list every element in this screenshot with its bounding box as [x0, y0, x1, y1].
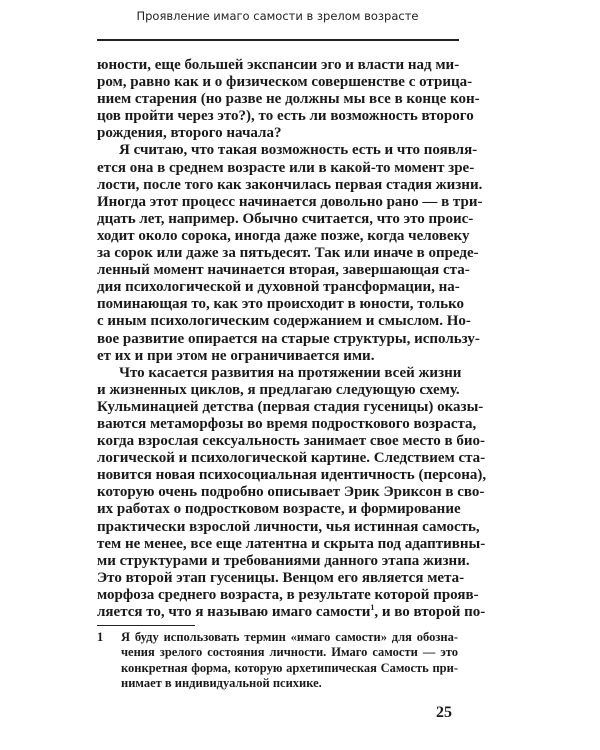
- text-line: новится новая психосоциальная идентичность (персона),: [97, 467, 487, 484]
- text-line: логической и психологической картине. Следствием ста-: [97, 450, 486, 467]
- text-line: рождения, второго начала?: [97, 125, 282, 142]
- text-line: Это второй этап гусеницы. Венцом его является мета-: [97, 569, 465, 586]
- footnote: [97, 630, 458, 691]
- footnote-rule: [97, 625, 195, 626]
- text-line: [97, 603, 486, 621]
- text-fragment: , и во второй по-: [374, 604, 486, 620]
- text-line: ми структурами и требованиями данного этапа жизни.: [97, 552, 470, 569]
- body-text: [97, 57, 487, 621]
- text-line: юности, еще большей экспансии эго и власти над ми-: [97, 57, 460, 73]
- footnote-line: чения зрелого состояния личности. Имаго самости — это: [121, 645, 458, 660]
- footnote-line: нимает в индивидуальной психике.: [121, 675, 322, 690]
- text-line: практически взрослой личности, чья истинная самость,: [97, 518, 480, 535]
- footnote-line: конкретная форма, которую архетипическая Самость при-: [121, 660, 458, 675]
- text-line: Иногда этот процесс начинается довольно рано — в три-: [97, 193, 483, 210]
- text-line: за сорок или даже за пятьдесят. Так или иначе в опреде-: [97, 245, 479, 262]
- text-line: с иным психологическим содержанием и смыслом. Но-: [97, 313, 471, 330]
- footnote-number: 1: [97, 630, 104, 644]
- footnote-line: Я буду использовать термин «имаго самости» для обозна-: [121, 630, 458, 644]
- text-line: цов пройти через это?), то есть ли возможность второго: [97, 108, 474, 125]
- page-number: 25: [436, 704, 452, 721]
- text-line: тем не менее, все еще латентна и скрыта под адаптивны-: [97, 535, 486, 552]
- text-line: Я считаю, что такая возможность есть и что появля-: [119, 142, 478, 159]
- text-line: ленный момент начинается вторая, завершающая ста-: [97, 262, 470, 279]
- text-line: которую очень подробно описывает Эрик Эриксон в сво-: [97, 484, 485, 501]
- text-line: нием старения (но разве не должны мы все в конце кон-: [97, 91, 480, 108]
- text-line: дцать лет, например. Обычно считается, что это проис-: [97, 210, 474, 227]
- text-line: Что касается развития на протяжении всей жизни: [119, 364, 462, 381]
- text-line: ходит около сорока, иногда даже позже, когда человеку: [97, 227, 470, 244]
- text-line: когда взрослая сексуальность занимает свое место в био-: [97, 433, 486, 450]
- text-line: морфоза среднего возраста, в результате которой прояв-: [97, 586, 479, 603]
- text-line: и жизненных циклов, я предлагаю следующую схему.: [97, 381, 460, 398]
- running-header: Проявление имаго самости в зрелом возрасте: [136, 9, 419, 23]
- text-line: ваются метаморфозы во время подросткового возраста,: [97, 415, 477, 432]
- text-line: вое развитие опирается на старые структуры, использу-: [97, 330, 480, 347]
- footnote-text: [121, 630, 458, 691]
- text-line: лости, после того как закончилась первая стадия жизни.: [97, 176, 483, 193]
- footnote-reference[interactable]: 1: [370, 603, 375, 612]
- text-line: ется она в среднем возрасте или в какой-то момент зре-: [97, 159, 475, 176]
- text-fragment: ляется то, что я называю имаго самости: [97, 604, 371, 620]
- text-line: дия психологической и духовной трансформации, на-: [97, 279, 460, 296]
- header-rule: [97, 39, 459, 41]
- text-line: ет их и при этом не ограничивается ими.: [97, 347, 375, 364]
- text-line: Кульминацией детства (первая стадия гусеницы) оказы-: [97, 398, 484, 415]
- text-line: ром, равно как и о физическом совершенстве с отрица-: [97, 74, 473, 91]
- text-line: их работах о подростковом возрасте, и формирование: [97, 501, 461, 518]
- text-line: поминающая то, как это происходит в юности, только: [97, 296, 465, 313]
